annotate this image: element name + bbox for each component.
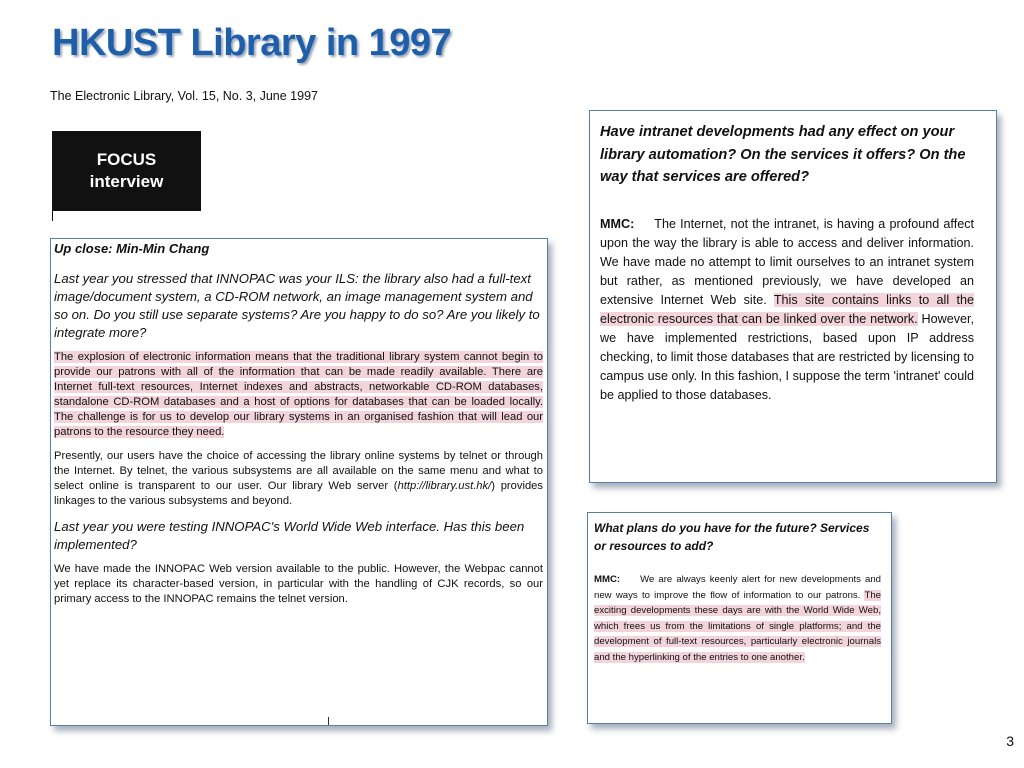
question-1: Last year you stressed that INNOPAC was your ILS: the library also had a full-text image/document system, a CD-ROM network, an image management system and so on. Do you still use separate systems? Are you happy to do so? Are you likely to integrate more?	[54, 271, 540, 340]
library-url: http://library.ust.hk/	[397, 480, 492, 492]
citation: The Electronic Library, Vol. 15, No. 3, June 1997	[50, 89, 318, 103]
future-answer-text-a: We are always keenly alert for new developments and new ways to improve the flow of information to our patrons.	[594, 574, 881, 601]
intranet-answer	[600, 215, 974, 405]
answer-2-text-a: Presently, our users have the choice of accessing the library online systems by telnet or through the Internet. By telnet, the various subsystems are all available on the same menu and what to select online is transparent to our user. Our library Web server (	[54, 450, 543, 492]
answer-1	[54, 350, 543, 440]
intranet-question: Have intranet developments had any effect on your library automation? On the services it offers? On the way that services are offered?	[600, 124, 966, 185]
interview-excerpt-left	[50, 238, 548, 726]
question-2: Last year you were testing INNOPAC's World Wide Web interface. Has this been implemented?	[54, 519, 525, 552]
intranet-answer-highlight: This site contains links to all the electronic resources that can be linked over the network.	[600, 292, 975, 326]
focus-label: FOCUS	[96, 150, 157, 169]
interview-excerpt-intranet	[589, 110, 997, 483]
page-number: 3	[1006, 733, 1014, 749]
intranet-answer-text-b: However, we have implemented restrictions, based upon IP address checking, to limit those databases that are restricted by licensing to campus use only. In this fashion, I suppose the term 'intranet' could be applied to those databases.	[600, 311, 975, 402]
scan-mark	[328, 717, 329, 725]
future-question: What plans do you have for the future? Services or resources to add?	[594, 521, 870, 553]
slide-title: HKUST Library in 1997	[52, 22, 452, 64]
focus-interview-badge	[52, 131, 201, 211]
future-answer	[594, 572, 881, 665]
badge-rule	[52, 211, 53, 221]
interview-excerpt-future	[587, 512, 892, 724]
future-answer-highlight: The exciting developments these days are with the World Wide Web, which frees us from the limitations of single platforms; and the development of full-text resources, particularly electronic journals and the hyperlinking of the entries to one another.	[594, 589, 882, 663]
speaker-label: MMC:	[594, 574, 621, 585]
interview-label: interview	[89, 172, 164, 191]
interview-heading: Up close: Min-Min Chang	[54, 241, 210, 256]
speaker-label: MMC:	[600, 216, 635, 231]
intranet-answer-text-a: The Internet, not the intranet, is having a profound affect upon the way the library is able to access and deliver information. We have made no attempt to limit ourselves to an intranet system but rather, as mentioned previously, we have developed an extensive Internet Web site.	[600, 216, 974, 307]
answer-3: We have made the INNOPAC Web version available to the public. However, the Webpac cannot yet replace its character-based version, in particular with the handling of CJK records, so our primary access to the INNOPAC remains the telnet version.	[54, 563, 543, 605]
answer-1-highlight: The explosion of electronic information means that the traditional library system cannot begin to provide our patrons with all of the information that can be made readily available. There are Internet full-text resources, Internet indexes and abstracts, networkable CD-ROM databases, standalone CD-ROM databases and a host of options for databases that can be loaded locally. The challenge is for us to develop our library systems in an organised fashion that will lead our patrons to the resource they need.	[54, 351, 543, 438]
answer-2-text-b: ) provides linkages to the various subsystems and beyond.	[54, 480, 544, 507]
answer-2	[54, 449, 543, 509]
